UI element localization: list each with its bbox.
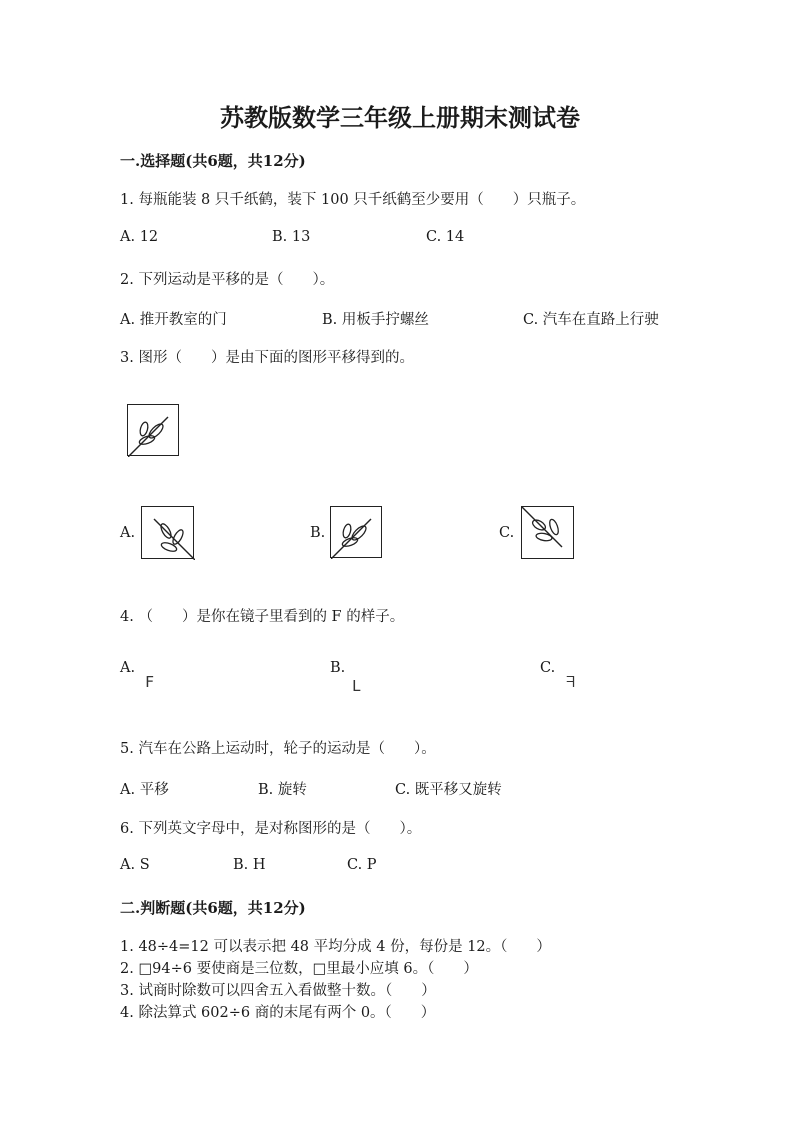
q1-option-a: A. 12 [120, 229, 159, 245]
q3-option-b: B. [310, 525, 326, 541]
q3-option-a: A. [120, 525, 136, 541]
letter-f-glyph: F [145, 673, 155, 691]
question-4: 4. （ ）是你在镜子里看到的 F 的样子。 [120, 609, 405, 625]
q5-option-c: C. 既平移又旋转 [395, 782, 502, 798]
question-1: 1. 每瓶能装 8 只千纸鹤，装下 100 只千纸鹤至少要用（ ）只瓶子。 [120, 192, 586, 208]
judgement-item-1: 1. 48÷4=12 可以表示把 48 平均分成 4 份，每份是 12。（ ） [120, 939, 551, 955]
judgement-item-2: 2. □94÷6 要使商是三位数，□里最小应填 6。（ ） [120, 961, 478, 977]
q4-option-b: B. [330, 660, 346, 676]
q6-option-a: A. S [120, 857, 150, 873]
q3-option-c: C. [499, 525, 515, 541]
q6-option-b: B. H [233, 857, 266, 873]
judgement-item-3: 3. 试商时除数可以四舍五入看做整十数。（ ） [120, 983, 436, 999]
letter-f-rotated-glyph: L [352, 677, 362, 695]
question-6: 6. 下列英文字母中，是对称图形的是（ ）。 [120, 821, 422, 837]
q3-figure-a [141, 506, 194, 559]
leaf-branch-mirrored-icon [142, 507, 195, 560]
q1-option-b: B. 13 [272, 229, 311, 245]
q2-option-a: A. 推开教室的门 [120, 312, 227, 328]
letter-f-mirrored-glyph: ᖷ [566, 673, 575, 691]
question-2: 2. 下列运动是平移的是（ ）。 [120, 272, 335, 288]
leaf-branch-rotated-icon [522, 507, 575, 560]
judgement-item-4: 4. 除法算式 602÷6 商的末尾有两个 0。（ ） [120, 1005, 436, 1021]
q2-option-c: C. 汽车在直路上行驶 [523, 312, 659, 328]
q3-figure-c [521, 506, 574, 559]
section-heading-choice: 一.选择题(共6题，共12分) [120, 152, 306, 170]
q2-option-b: B. 用板手拧螺丝 [322, 312, 429, 328]
question-3: 3. 图形（ ）是由下面的图形平移得到的。 [120, 350, 414, 366]
q4-option-c: C. [540, 660, 556, 676]
q3-figure-b [330, 506, 382, 558]
page-title: 苏教版数学三年级上册期末测试卷 [220, 103, 580, 132]
q4-option-a: A. [120, 660, 136, 676]
leaf-branch-icon [128, 405, 180, 457]
leaf-branch-icon [331, 507, 383, 559]
question-5: 5. 汽车在公路上运动时，轮子的运动是（ ）。 [120, 741, 436, 757]
section-heading-judgement: 二.判断题(共6题，共12分) [120, 899, 306, 917]
q5-option-b: B. 旋转 [258, 782, 307, 798]
q6-option-c: C. P [347, 857, 377, 873]
reference-leaf-figure [127, 404, 179, 456]
q5-option-a: A. 平移 [120, 782, 169, 798]
q1-option-c: C. 14 [426, 229, 465, 245]
